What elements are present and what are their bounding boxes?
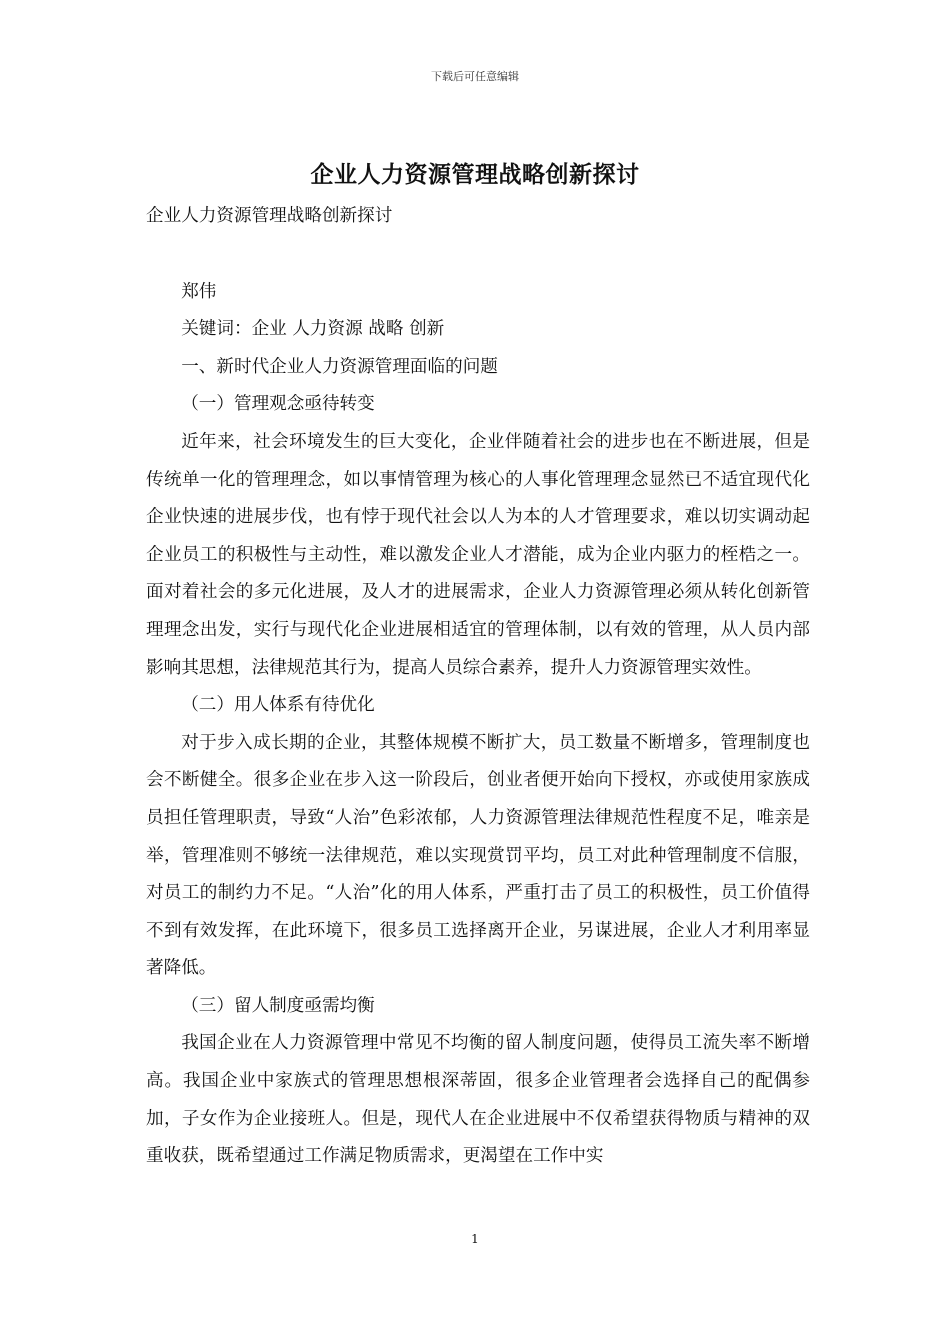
subsection-heading: （三）留人制度亟需均衡: [181, 995, 375, 1016]
keywords: 关键词：企业 人力资源 战略 创新: [181, 319, 445, 340]
paragraph: 对于步入成长期的企业，其整体规模不断扩大，员工数量不断增多，管理制度也会不断健全。很多企业在步入这一阶段后，创业者便开始向下授权，亦或使用家族成员担任管理职责，导致“人治”色彩浓郁，人力资源管理法律规范性程度不足，唯亲是举，管理准则不够统一法律规范，难以实现赏罚平均，员工对此种管理制度不信服，对员工的制约力不足。“人治”化的用人体系，严重打击了员工的积极性，员工价值得不到有效发挥，在此环境下，很多员工选择离开企业，另谋进展，企业人才利用率显著降低。: [146, 732, 810, 979]
paragraph: 近年来，社会环境发生的巨大变化，企业伴随着社会的进步也在不断进展，但是传统单一化的管理理念，如以事情管理为核心的人事化管理理念显然已不适宜现代化企业快速的进展步伐，也有悖于现代社会以人为本的人才管理要求，难以切实调动起企业员工的积极性与主动性，难以激发企业人才潜能，成为企业内驱力的桎梏之一。面对着社会的多元化进展，及人才的进展需求，企业人力资源管理必须从转化创新管理理念出发，实行与现代化企业进展相适宜的管理体制，以有效的管理，从人员内部影响其思想，法律规范其行为，提高人员综合素养，提升人力资源管理实效性。: [146, 431, 810, 678]
subsection-heading: （二）用人体系有待优化: [181, 695, 375, 716]
subsection-heading: （一）管理观念亟待转变: [181, 394, 375, 415]
subtitle: 企业人力资源管理战略创新探讨: [146, 206, 393, 226]
document-body: [146, 198, 810, 1176]
section-heading: 一、新时代企业人力资源管理面临的问题: [181, 356, 498, 377]
header-note: 下载后可任意编辑: [431, 70, 519, 83]
document-title: 企业人力资源管理战略创新探讨: [310, 161, 640, 188]
author: 郑伟: [181, 281, 217, 302]
paragraph: 我国企业在人力资源管理中常见不均衡的留人制度问题，使得员工流失率不断增高。我国企业中家族式的管理思想根深蒂固，很多企业管理者会选择自己的配偶参加，子女作为企业接班人。但是，现代人在企业进展中不仅希望获得物质与精神的双重收获，既希望通过工作满足物质需求，更渴望在工作中实: [146, 1033, 810, 1167]
page-number: 1: [471, 1232, 479, 1246]
